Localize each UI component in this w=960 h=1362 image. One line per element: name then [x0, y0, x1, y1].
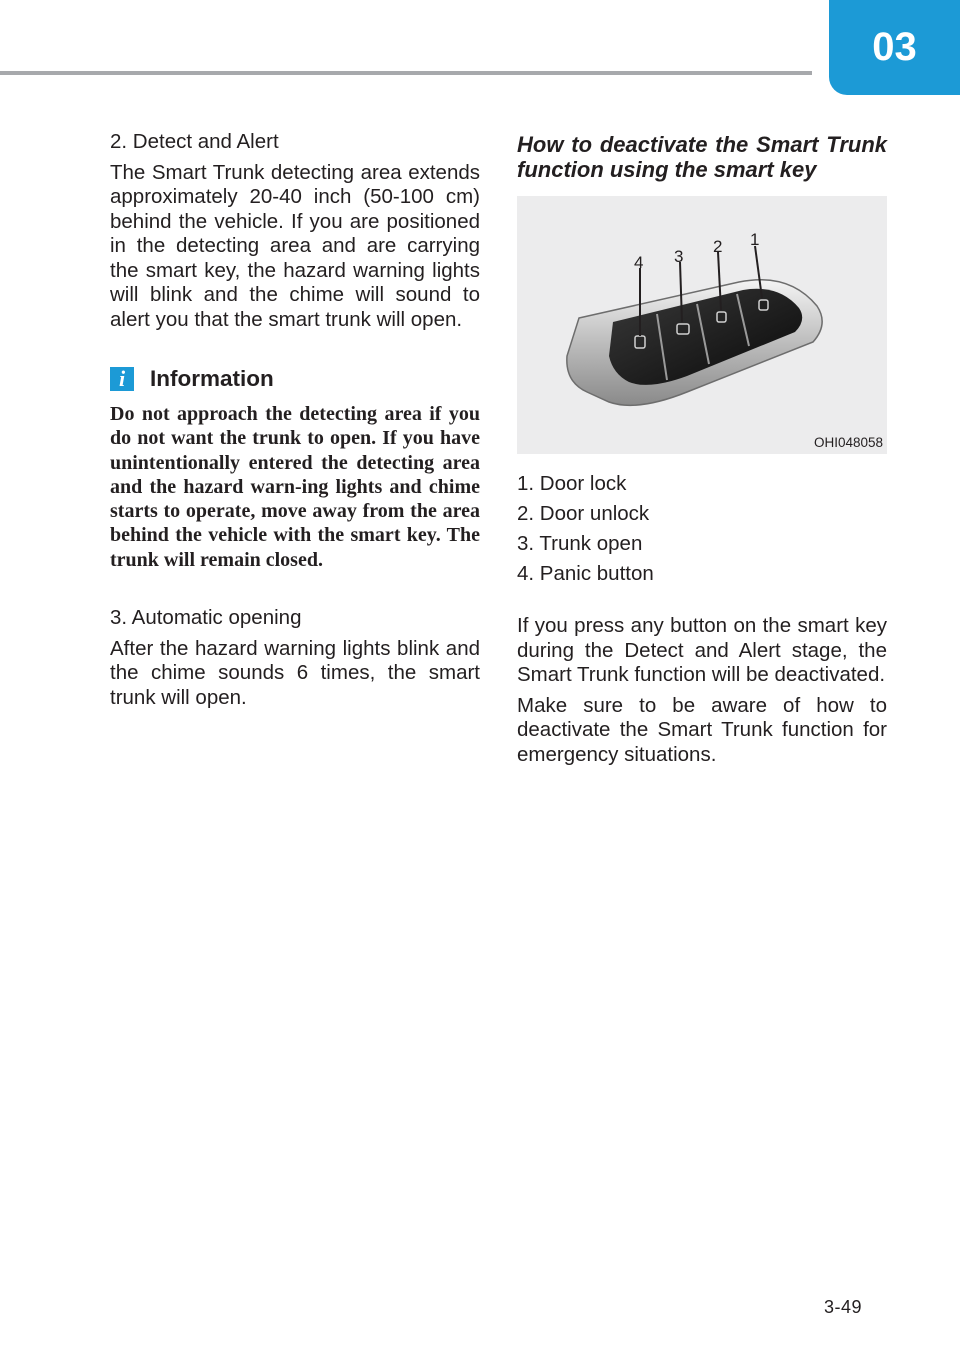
list-item: 1. Door lock: [517, 472, 627, 495]
detect-alert-heading: 2. Detect and Alert: [110, 130, 279, 153]
list-item: 4. Panic button: [517, 562, 654, 585]
page-number: 3-49: [824, 1297, 863, 1317]
chapter-tab: [829, 0, 960, 95]
deactivate-paragraph: If you press any button on the smart key during the Detect and Alert stage, the Smart Trunk function will be deactivated.: [517, 614, 887, 686]
information-header: [110, 366, 480, 392]
header-rule: [0, 71, 812, 75]
callout-3: 3: [674, 247, 684, 266]
automatic-opening-heading: 3. Automatic opening: [110, 606, 302, 630]
automatic-opening-paragraph: After the hazard warning lights blink and the chime sounds 6 times, the smart trunk will open.: [110, 636, 480, 709]
information-title: Information: [150, 366, 274, 391]
info-icon: i: [110, 367, 134, 391]
section-title: How to deactivate the Smart Trunk function using the smart key: [517, 132, 887, 182]
chapter-number: 03: [872, 25, 917, 69]
list-item: 3. Trunk open: [517, 532, 643, 555]
information-body: Do not approach the detecting area if you do not want the trunk to open. If you have unintentionally entered the detecting area and the hazard warn-ing lights and chime starts to operate, move away from the area behind the vehicle with the smart key. The trunk will remain closed.: [110, 403, 480, 571]
callout-1: 1: [750, 230, 760, 249]
smart-key-figure: [517, 196, 887, 454]
callout-4: 4: [634, 253, 644, 272]
right-column: [517, 130, 887, 767]
left-column: [110, 130, 480, 710]
callout-2: 2: [713, 237, 723, 256]
button-list: [517, 472, 887, 587]
figure-code: OHI048058: [813, 435, 883, 450]
list-item: 2. Door unlock: [517, 502, 650, 525]
detect-alert-paragraph: The Smart Trunk detecting area extends approximately 20-40 inch (50-100 cm) behind the vehicle. If you are positioned in the detecting area and are carrying the smart key, the hazard warning lights will blink and the chime will sound to alert you that the smart trunk will open.: [110, 160, 480, 331]
emergency-paragraph: Make sure to be aware of how to deactivate the Smart Trunk function for emergency situations.: [517, 693, 887, 766]
smart-key-illustration: [517, 196, 887, 454]
